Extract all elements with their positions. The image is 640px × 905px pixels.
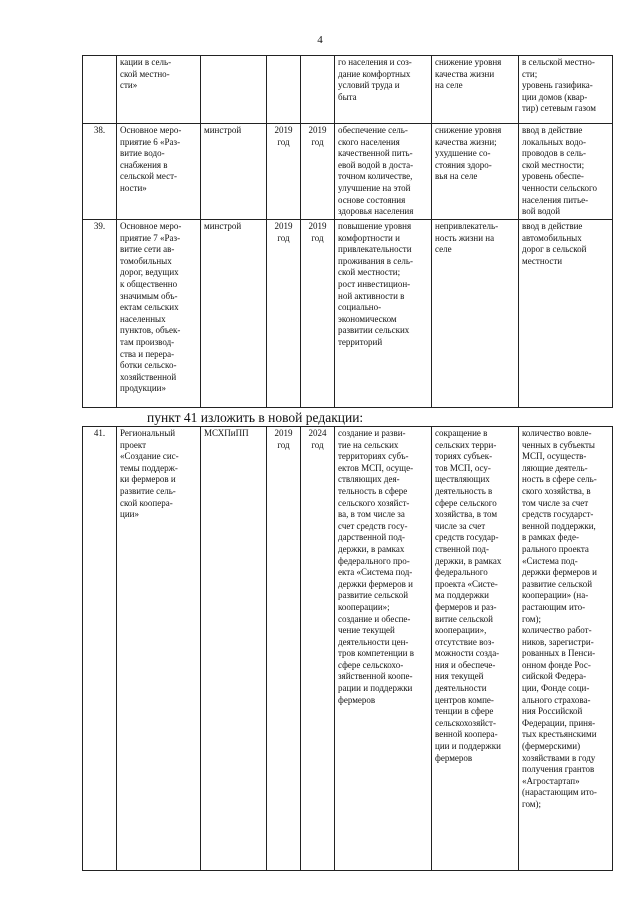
risks: непривлекатель- ность жизни на селе (432, 220, 519, 408)
replacement-table (82, 426, 613, 871)
start-year: 2019 год (267, 124, 301, 220)
end-year: 2019 год (301, 220, 335, 408)
page-number: 4 (317, 34, 323, 46)
event-name: Основное меро- приятие 7 «Раз- витие сети ав- томобильных дорог, ведущих к общественно значимым объ- ектам сельских населенных пунктов, объек- там производ- ства и перера- ботки сельско- хозяйственной продукции» (117, 220, 201, 408)
risks: снижение уровня качества жизни; ухудшение со- стояния здоро- вья на селе (432, 124, 519, 220)
row-number: 39. (83, 220, 117, 408)
continuation-table (82, 55, 613, 408)
indicators: ввод в действие локальных водо- проводов в сель- ской местности; уровень обеспе- ченности сельского населения питье- вой водой (519, 124, 613, 220)
indicators: количество вовле- ченных в субъекты МСП, осуществ- ляющие деятель- ность в сфере сель- ского хозяйства, в том числе за счет средств государст- венной поддержки, в рамках феде- рального проекта «Система под- держки фермеров и развитие сельской кооперации» (на- растающим ито- гом); количество работ- ников, зарегистри- рованных в Пенси- онном фонде Рос- сийской Федера- ции, Фонде соци- ального страхова- ния Российской Федерации, приня- тых крестьянскими (фермерскими) хозяйствами в году получения грантов «Агростартап» (нарастающим ито- гом); (519, 427, 613, 871)
table-row (83, 124, 613, 220)
executor (201, 56, 267, 124)
end-year: 2019 год (301, 124, 335, 220)
expected-result: повышение уровня комфортности и привлекательности проживания в сель- ской местности; рост инвестицион- ной активности в социально- экономическом развитии сельских территорий (335, 220, 432, 408)
indicators: в сельской местно- сти; уровень газифика- ции домов (квар- тир) сетевым газом (519, 56, 613, 124)
start-year: 2019 год (267, 427, 301, 871)
amendment-instruction: пункт 41 изложить в новой редакции: (147, 410, 364, 425)
expected-result: го населения и соз- дание комфортных условий труда и быта (335, 56, 432, 124)
event-name: Основное меро- приятие 6 «Раз- витие водо- снабжения в сельской мест- ности» (117, 124, 201, 220)
executor: МСХПиПП (201, 427, 267, 871)
event-name: Региональный проект «Создание сис- темы поддерж- ки фермеров и развитие сель- ской коопера- ции» (117, 427, 201, 871)
risks: сокращение в сельских терри- ториях субъек- тов МСП, осу- ществляющих деятельность в сфере сельского хозяйства, в том числе за счет средств государ- ственной под- держки, в рамках федерального проекта «Систе- ма поддержки фермеров и раз- витие сельской кооперации», отсутствие воз- можности созда- ния и обеспече- ния текущей деятельности центров компе- тенции в сфере сельскохозяйст- венной коопера- ции и поддержки фермеров (432, 427, 519, 871)
expected-result: обеспечение сель- ского населения качественной пить- евой водой в доста- точном количестве, улучшение на этой основе состояния здоровья населения (335, 124, 432, 220)
row-number: 38. (83, 124, 117, 220)
expected-result: создание и разви- тие на сельских территориях субъ- ектов МСП, осуще- ствляющих дея- тельность в сфере сельского хозяйст- ва, в том числе за счет средств госу- дарственной под- держки, в рамках федерального про- екта «Система под- держки фермеров и развитие сельской кооперации»; создание и обеспе- чение текущей деятельности цен- тров компетенции в сфере сельскохо- зяйственной коопе- рации и поддержки фермеров (335, 427, 432, 871)
row-number (83, 56, 117, 124)
end-year: 2024 год (301, 427, 335, 871)
indicators: ввод в действие автомобильных дорог в сельской местности (519, 220, 613, 408)
table-row (83, 56, 613, 124)
table-row (83, 427, 613, 871)
executor: минстрой (201, 124, 267, 220)
start-year (267, 56, 301, 124)
risks: снижение уровня качества жизни на селе (432, 56, 519, 124)
start-year: 2019 год (267, 220, 301, 408)
row-number: 41. (83, 427, 117, 871)
table-row (83, 220, 613, 408)
end-year (301, 56, 335, 124)
executor: минстрой (201, 220, 267, 408)
event-name: кации в сель- ской местно- сти» (117, 56, 201, 124)
